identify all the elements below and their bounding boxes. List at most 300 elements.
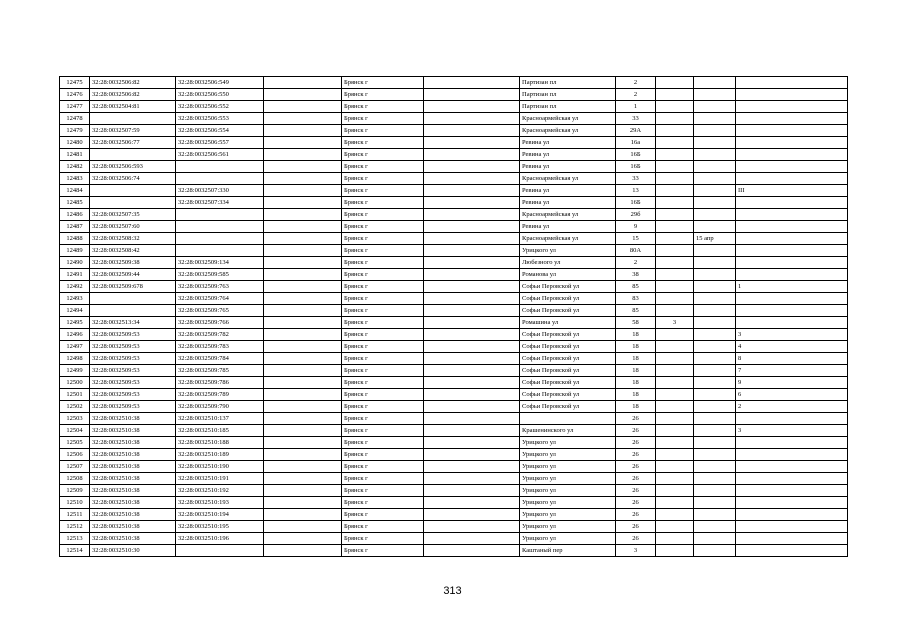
table-cell: Ревина ул <box>520 221 616 233</box>
table-cell: 32:28:0032509:764 <box>176 293 264 305</box>
table-cell: 12506 <box>60 449 90 461</box>
table-cell: Урицкого ул <box>520 509 616 521</box>
table-cell: Ревина ул <box>520 197 616 209</box>
table-cell: Урицкого ул <box>520 473 616 485</box>
table-cell <box>424 137 520 149</box>
table-cell: Брянск г <box>342 401 424 413</box>
table-cell <box>656 461 694 473</box>
table-cell <box>656 329 694 341</box>
table-cell <box>424 113 520 125</box>
table-cell: Ромашина ул <box>520 317 616 329</box>
table-cell: Урицкого ул <box>520 485 616 497</box>
table-cell <box>736 245 848 257</box>
table-cell: 12499 <box>60 365 90 377</box>
table-cell: Романова ул <box>520 269 616 281</box>
table-cell: 12488 <box>60 233 90 245</box>
table-cell: 12512 <box>60 521 90 533</box>
table-cell: 12485 <box>60 197 90 209</box>
table-cell <box>264 233 342 245</box>
table-cell <box>264 149 342 161</box>
table-cell <box>736 233 848 245</box>
table-cell <box>694 389 736 401</box>
table-cell <box>656 89 694 101</box>
table-cell: 32:28:0032507:60 <box>90 221 176 233</box>
table-cell <box>736 269 848 281</box>
table-cell: Брянск г <box>342 113 424 125</box>
table-row <box>60 377 848 389</box>
table-cell: 12507 <box>60 461 90 473</box>
table-cell <box>264 329 342 341</box>
table-cell: Брянск г <box>342 245 424 257</box>
table-cell: 32:28:0032510:196 <box>176 533 264 545</box>
table-cell <box>736 257 848 269</box>
table-cell: 18 <box>616 377 656 389</box>
table-cell: Брянск г <box>342 485 424 497</box>
table-cell <box>264 305 342 317</box>
table-cell: Любезного ул <box>520 257 616 269</box>
table-row <box>60 401 848 413</box>
table-cell <box>656 545 694 557</box>
table-cell <box>424 473 520 485</box>
table-cell: 9 <box>616 221 656 233</box>
table-cell <box>694 449 736 461</box>
table-cell <box>656 497 694 509</box>
table-cell: 32:28:0032509:38 <box>90 257 176 269</box>
table-cell <box>736 413 848 425</box>
table-cell: 32:28:0032509:53 <box>90 401 176 413</box>
table-cell: Ревина ул <box>520 185 616 197</box>
table-cell: 32:28:0032509:789 <box>176 389 264 401</box>
table-cell: 18 <box>616 365 656 377</box>
table-cell: 4 <box>736 341 848 353</box>
table-cell: 32:28:0032510:190 <box>176 461 264 473</box>
table-cell: Софьи Перовской ул <box>520 353 616 365</box>
table-cell: Брянск г <box>342 197 424 209</box>
table-cell <box>264 89 342 101</box>
table-cell <box>694 161 736 173</box>
table-cell: 2 <box>616 89 656 101</box>
table-cell: Софьи Перовской ул <box>520 389 616 401</box>
table-cell: 26 <box>616 497 656 509</box>
table-cell <box>694 317 736 329</box>
table-cell: 26 <box>616 461 656 473</box>
table-cell <box>694 293 736 305</box>
table-cell <box>424 257 520 269</box>
table-cell <box>424 281 520 293</box>
table-cell: 12503 <box>60 413 90 425</box>
table-cell <box>736 113 848 125</box>
table-cell <box>656 305 694 317</box>
table-cell: 33 <box>616 113 656 125</box>
table-cell: 12513 <box>60 533 90 545</box>
table-cell <box>694 473 736 485</box>
table-cell <box>656 281 694 293</box>
table-cell <box>90 149 176 161</box>
table-cell: 3 <box>736 425 848 437</box>
table-cell: 32:28:0032509:53 <box>90 341 176 353</box>
table-cell: Брянск г <box>342 389 424 401</box>
table-cell: Софьи Перовской ул <box>520 305 616 317</box>
table-cell: Урицкого ул <box>520 521 616 533</box>
table-cell <box>424 77 520 89</box>
table-cell: 12511 <box>60 509 90 521</box>
table-cell: Брянск г <box>342 365 424 377</box>
table-cell <box>424 305 520 317</box>
table-cell <box>424 173 520 185</box>
table-row <box>60 281 848 293</box>
table-cell: Партизан пл <box>520 89 616 101</box>
table-cell <box>694 89 736 101</box>
table-cell <box>736 497 848 509</box>
table-cell <box>264 341 342 353</box>
table-cell <box>264 197 342 209</box>
table-cell: Брянск г <box>342 545 424 557</box>
table-cell <box>176 173 264 185</box>
table-cell: 12509 <box>60 485 90 497</box>
table-cell: 32:28:0032510:38 <box>90 437 176 449</box>
table-cell <box>694 101 736 113</box>
table-cell <box>656 257 694 269</box>
table-cell: Брянск г <box>342 149 424 161</box>
table-cell: 32:28:0032510:185 <box>176 425 264 437</box>
table-row <box>60 221 848 233</box>
table-cell <box>694 257 736 269</box>
table-cell: 32:28:0032513:34 <box>90 317 176 329</box>
table-cell <box>424 521 520 533</box>
table-cell <box>424 377 520 389</box>
table-cell: Урицкого ул <box>520 461 616 473</box>
table-cell <box>656 341 694 353</box>
table-cell: Брянск г <box>342 509 424 521</box>
table-cell: Партизан пл <box>520 101 616 113</box>
table-cell: 18 <box>616 329 656 341</box>
table-cell: 32:28:0032510:194 <box>176 509 264 521</box>
table-cell: Ревина ул <box>520 161 616 173</box>
table-cell <box>264 365 342 377</box>
table-cell: 12495 <box>60 317 90 329</box>
table-cell: 12491 <box>60 269 90 281</box>
table-cell <box>694 329 736 341</box>
table-row <box>60 425 848 437</box>
table-cell: Урицкого ул <box>520 497 616 509</box>
table-cell <box>264 545 342 557</box>
table-cell: 32:28:0032510:38 <box>90 521 176 533</box>
table-cell <box>90 305 176 317</box>
table-cell: 12496 <box>60 329 90 341</box>
table-cell <box>264 461 342 473</box>
table-cell <box>736 437 848 449</box>
table-cell: 32:28:0032506:82 <box>90 77 176 89</box>
table-cell: Красноармейская ул <box>520 209 616 221</box>
table-cell: 12510 <box>60 497 90 509</box>
table-cell <box>656 161 694 173</box>
table-cell <box>424 365 520 377</box>
table-cell <box>90 113 176 125</box>
table-cell <box>264 221 342 233</box>
table-cell <box>694 353 736 365</box>
table-cell: 12481 <box>60 149 90 161</box>
table-cell: 12498 <box>60 353 90 365</box>
table-cell <box>694 185 736 197</box>
table-cell <box>656 233 694 245</box>
table-cell: 32:28:0032509:53 <box>90 365 176 377</box>
table-cell: 12501 <box>60 389 90 401</box>
table-cell <box>264 377 342 389</box>
table-row <box>60 509 848 521</box>
table-cell: 7 <box>736 365 848 377</box>
table-cell: 32:28:0032506:552 <box>176 101 264 113</box>
table-cell: 32:28:0032508:42 <box>90 245 176 257</box>
table-cell: 32:28:0032509:134 <box>176 257 264 269</box>
table-cell: Урицкого ул <box>520 437 616 449</box>
table-row <box>60 329 848 341</box>
table-cell <box>264 413 342 425</box>
table-cell <box>424 293 520 305</box>
table-cell: Красноармейская ул <box>520 173 616 185</box>
table-cell: 12490 <box>60 257 90 269</box>
table-cell: 32:28:0032510:38 <box>90 461 176 473</box>
table-cell <box>264 437 342 449</box>
table-cell: 15 апр <box>694 233 736 245</box>
table-cell <box>176 545 264 557</box>
table-cell <box>694 221 736 233</box>
table-cell: 12475 <box>60 77 90 89</box>
table-row <box>60 149 848 161</box>
table-cell <box>264 293 342 305</box>
table-cell <box>264 473 342 485</box>
table-cell <box>656 149 694 161</box>
table-cell <box>176 245 264 257</box>
table-cell: 26 <box>616 413 656 425</box>
table-cell <box>694 509 736 521</box>
table-cell <box>694 413 736 425</box>
table-cell: Брянск г <box>342 377 424 389</box>
table-cell: 18 <box>616 341 656 353</box>
table-cell: 32:28:0032510:38 <box>90 533 176 545</box>
table-cell <box>424 353 520 365</box>
table-cell <box>264 317 342 329</box>
table-cell <box>694 113 736 125</box>
table-cell <box>424 413 520 425</box>
table-cell <box>736 173 848 185</box>
table-cell: 32:28:0032509:783 <box>176 341 264 353</box>
table-cell: 12482 <box>60 161 90 173</box>
table-cell: Брянск г <box>342 221 424 233</box>
table-cell: 12486 <box>60 209 90 221</box>
table-cell <box>694 137 736 149</box>
table-cell: 83 <box>616 293 656 305</box>
table-cell: Брянск г <box>342 233 424 245</box>
table-cell <box>656 449 694 461</box>
table-cell <box>736 449 848 461</box>
table-cell <box>264 161 342 173</box>
table-cell: 32:28:0032509:53 <box>90 389 176 401</box>
table-cell <box>694 425 736 437</box>
table-cell: 32:28:0032509:678 <box>90 281 176 293</box>
table-cell: Брянск г <box>342 317 424 329</box>
table-cell: 13 <box>616 185 656 197</box>
table-cell: 32:28:0032506:593 <box>90 161 176 173</box>
table-cell <box>264 497 342 509</box>
table-cell <box>424 245 520 257</box>
table-cell <box>424 497 520 509</box>
table-cell <box>264 389 342 401</box>
table-cell <box>424 401 520 413</box>
table-cell: 32:28:0032509:784 <box>176 353 264 365</box>
table-cell <box>656 173 694 185</box>
table-cell <box>736 221 848 233</box>
table-cell: 26 <box>616 449 656 461</box>
table-cell <box>694 521 736 533</box>
table-cell: Брянск г <box>342 473 424 485</box>
table-cell: 12489 <box>60 245 90 257</box>
table-cell <box>424 545 520 557</box>
table-cell: Брянск г <box>342 521 424 533</box>
table-cell <box>694 377 736 389</box>
table-cell: 32:28:0032507:59 <box>90 125 176 137</box>
table-cell <box>694 497 736 509</box>
table-cell: 1 <box>736 281 848 293</box>
table-cell <box>694 365 736 377</box>
table-cell: Урицкого ул <box>520 449 616 461</box>
table-cell: 32:28:0032509:782 <box>176 329 264 341</box>
table-cell <box>424 221 520 233</box>
table-cell: 26 <box>616 425 656 437</box>
table-cell <box>424 233 520 245</box>
table-cell: 12493 <box>60 293 90 305</box>
table-cell: 26 <box>616 485 656 497</box>
table-cell: 32:28:0032506:561 <box>176 149 264 161</box>
table-row <box>60 413 848 425</box>
table-cell: 12476 <box>60 89 90 101</box>
table-row <box>60 305 848 317</box>
table-cell <box>90 197 176 209</box>
table-cell <box>176 221 264 233</box>
table-cell <box>424 101 520 113</box>
table-cell: 12494 <box>60 305 90 317</box>
table-cell <box>656 425 694 437</box>
table-cell <box>424 425 520 437</box>
table-cell <box>656 509 694 521</box>
table-cell <box>736 149 848 161</box>
table-cell <box>656 401 694 413</box>
table-row <box>60 341 848 353</box>
table-cell: 12497 <box>60 341 90 353</box>
table-row <box>60 497 848 509</box>
table-cell <box>694 77 736 89</box>
table-cell: Брянск г <box>342 281 424 293</box>
table-row <box>60 269 848 281</box>
table-cell: 32:28:0032507:334 <box>176 197 264 209</box>
table-cell: 18 <box>616 401 656 413</box>
table-cell: Софьи Перовской ул <box>520 329 616 341</box>
table-cell <box>264 101 342 113</box>
table-cell <box>424 185 520 197</box>
table-row <box>60 353 848 365</box>
table-cell: 9 <box>736 377 848 389</box>
table-cell: 32:28:0032510:38 <box>90 497 176 509</box>
table-row <box>60 521 848 533</box>
table-cell: 32:28:0032509:53 <box>90 377 176 389</box>
table-cell <box>656 377 694 389</box>
table-cell <box>736 473 848 485</box>
table-cell: 32:28:0032510:38 <box>90 425 176 437</box>
table-cell: 32:28:0032508:32 <box>90 233 176 245</box>
table-cell: Софьи Перовской ул <box>520 293 616 305</box>
table-cell: 32:28:0032509:53 <box>90 329 176 341</box>
table-cell: 32:28:0032504:81 <box>90 101 176 113</box>
table-cell <box>656 197 694 209</box>
table-cell <box>656 77 694 89</box>
table-row <box>60 113 848 125</box>
table-cell: 12508 <box>60 473 90 485</box>
table-row <box>60 185 848 197</box>
table-cell <box>264 113 342 125</box>
table-cell <box>694 545 736 557</box>
table-cell: 12504 <box>60 425 90 437</box>
table-cell <box>736 509 848 521</box>
table-cell <box>424 329 520 341</box>
table-cell: 32:28:0032506:553 <box>176 113 264 125</box>
table-cell: Брянск г <box>342 305 424 317</box>
table-cell: Брянск г <box>342 497 424 509</box>
table-cell: 15 <box>616 233 656 245</box>
table-cell <box>656 245 694 257</box>
table-cell: 12502 <box>60 401 90 413</box>
table-cell <box>424 533 520 545</box>
table-cell <box>694 173 736 185</box>
table-cell: 12500 <box>60 377 90 389</box>
table-row <box>60 125 848 137</box>
table-cell: 16Б <box>616 161 656 173</box>
table-row <box>60 317 848 329</box>
table-cell: 32:28:0032506:554 <box>176 125 264 137</box>
table-cell <box>424 209 520 221</box>
table-cell <box>264 509 342 521</box>
table-cell: 26 <box>616 533 656 545</box>
table-cell: 29б <box>616 209 656 221</box>
table-cell: Брянск г <box>342 173 424 185</box>
table-cell <box>736 89 848 101</box>
table-cell <box>90 293 176 305</box>
table-cell: 12483 <box>60 173 90 185</box>
table-cell <box>176 209 264 221</box>
table-cell <box>694 209 736 221</box>
table-cell <box>694 401 736 413</box>
table-row <box>60 365 848 377</box>
table-cell <box>264 257 342 269</box>
table-cell: 32:28:0032507:330 <box>176 185 264 197</box>
table-cell <box>264 533 342 545</box>
table-cell: Брянск г <box>342 461 424 473</box>
table-cell <box>264 521 342 533</box>
table-cell <box>424 437 520 449</box>
table-cell: Брянск г <box>342 329 424 341</box>
table-cell: 32:28:0032510:38 <box>90 413 176 425</box>
table-cell: 32:28:0032510:192 <box>176 485 264 497</box>
table-cell <box>656 101 694 113</box>
table-row <box>60 197 848 209</box>
table-cell: Брянск г <box>342 125 424 137</box>
table-cell: 16Б <box>616 197 656 209</box>
table-cell: Ревина ул <box>520 137 616 149</box>
table-cell: 18 <box>616 353 656 365</box>
table-cell <box>656 113 694 125</box>
table-cell: 32:28:0032510:30 <box>90 545 176 557</box>
table-cell: 32:28:0032510:38 <box>90 449 176 461</box>
table-cell: 12477 <box>60 101 90 113</box>
table-cell <box>264 401 342 413</box>
